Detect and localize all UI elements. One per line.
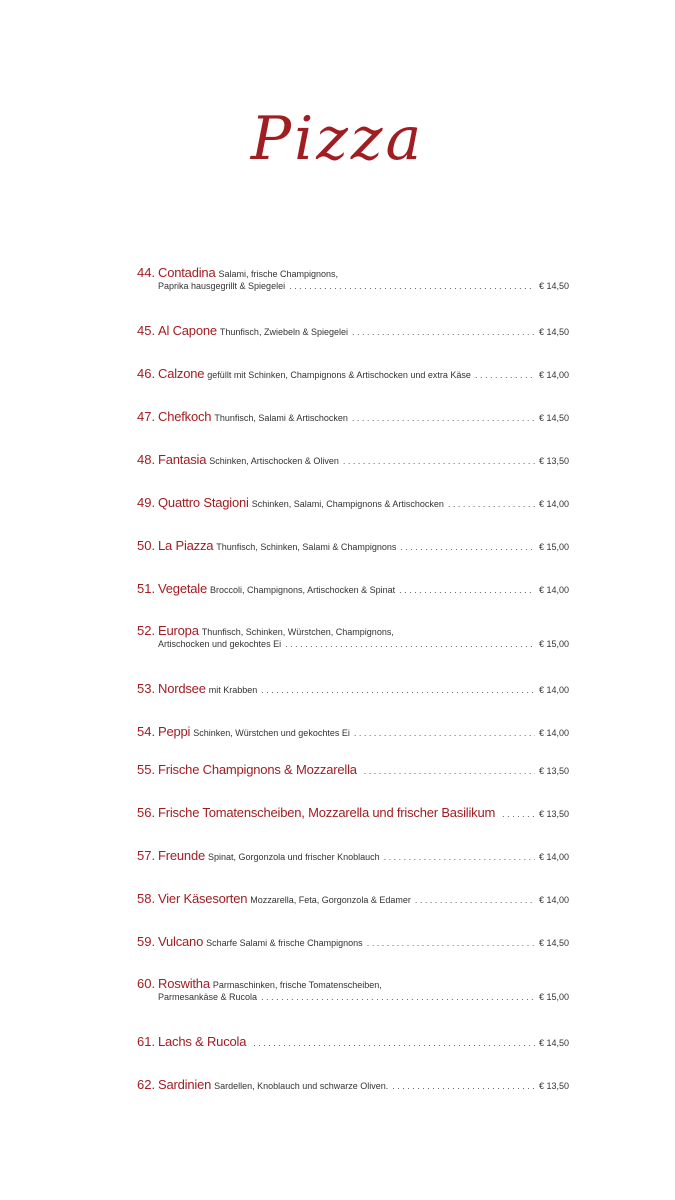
item-name: Fantasia <box>158 452 207 467</box>
item-number: 53. <box>137 681 156 696</box>
item-name: Freunde <box>158 848 206 863</box>
page-title: Pizza <box>250 104 425 174</box>
menu-item-line <box>137 581 569 597</box>
menu-item <box>137 265 569 297</box>
menu-item-line <box>137 762 569 778</box>
menu-item-line <box>137 681 569 697</box>
item-number: 48. <box>137 452 156 467</box>
item-number: 61. <box>137 1034 156 1049</box>
item-description: Thunfisch, Zwiebeln & Spiegelei <box>219 327 348 337</box>
menu-item <box>137 724 569 740</box>
dot-leader <box>392 1081 535 1091</box>
dot-leader <box>400 542 535 552</box>
menu-item-line <box>137 1077 569 1093</box>
item-price: € 14,00 <box>538 895 569 905</box>
dot-leader <box>448 499 535 509</box>
menu-item-line <box>137 805 569 821</box>
item-price: € 14,00 <box>538 499 569 509</box>
item-name: Sardinien <box>158 1077 212 1092</box>
item-price: € 15,00 <box>538 542 569 552</box>
item-name: La Piazza <box>158 538 214 553</box>
item-price: € 14,50 <box>538 281 569 291</box>
menu-item <box>137 538 569 554</box>
menu-item <box>137 848 569 864</box>
menu-item <box>137 805 569 821</box>
item-number: 47. <box>137 409 156 424</box>
item-description: Schinken, Artischocken & Oliven <box>209 456 339 466</box>
dot-leader <box>399 585 535 595</box>
item-number: 60. <box>137 976 156 991</box>
dot-leader <box>261 992 535 1002</box>
item-description: mit Krabben <box>208 685 258 695</box>
item-name: Frische Champignons & Mozzarella <box>158 762 357 777</box>
item-description: Salami, frische Champignons, <box>218 269 339 279</box>
dot-leader <box>352 327 535 337</box>
dot-leader <box>343 456 535 466</box>
item-number: 44. <box>137 265 156 280</box>
menu-item <box>137 1077 569 1093</box>
menu-item <box>137 934 569 950</box>
menu-item-line <box>137 323 569 339</box>
item-number: 62. <box>137 1077 156 1092</box>
item-number: 59. <box>137 934 156 949</box>
menu-item <box>137 452 569 468</box>
item-description: Schinken, Würstchen und gekochtes Ei <box>193 728 350 738</box>
item-price: € 14,00 <box>538 685 569 695</box>
item-number: 57. <box>137 848 156 863</box>
menu-item-line <box>137 992 569 1008</box>
menu-item-line <box>137 848 569 864</box>
menu-item-line <box>137 1034 569 1050</box>
menu-item-line <box>137 538 569 554</box>
item-name: Vier Käsesorten <box>158 891 248 906</box>
item-number: 51. <box>137 581 156 596</box>
item-description: Mozzarella, Feta, Gorgonzola & Edamer <box>250 895 411 905</box>
item-name: Vulcano <box>158 934 204 949</box>
item-name: Europa <box>158 623 199 638</box>
item-description: Thunfisch, Schinken, Würstchen, Champignons, <box>201 627 394 637</box>
item-number: 55. <box>137 762 156 777</box>
menu-item-line <box>137 724 569 740</box>
item-name: Calzone <box>158 366 205 381</box>
item-price: € 14,00 <box>538 370 569 380</box>
item-description: Parmesankäse & Rucola <box>158 992 258 1002</box>
item-price: € 14,00 <box>538 852 569 862</box>
menu-item-line <box>137 891 569 907</box>
menu-item <box>137 366 569 382</box>
item-price: € 13,50 <box>538 1081 569 1091</box>
item-name: Quattro Stagioni <box>158 495 249 510</box>
dot-leader <box>415 895 535 905</box>
item-description: Parmaschinken, frische Tomatenscheiben, <box>212 980 382 990</box>
menu-item-line <box>137 409 569 425</box>
dot-leader <box>502 809 535 819</box>
dot-leader <box>352 413 535 423</box>
item-name: Peppi <box>158 724 191 739</box>
item-name: Al Capone <box>158 323 217 338</box>
item-description: Thunfisch, Schinken, Salami & Champignons <box>216 542 397 552</box>
item-description: Paprika hausgegrillt & Spiegelei <box>158 281 286 291</box>
menu-item-line <box>137 452 569 468</box>
menu-item <box>137 891 569 907</box>
item-name: Vegetale <box>158 581 208 596</box>
menu-item-line <box>137 495 569 511</box>
menu-item <box>137 681 569 697</box>
item-number: 56. <box>137 805 156 820</box>
item-name: Contadina <box>158 265 216 280</box>
dot-leader <box>253 1038 535 1048</box>
item-name: Nordsee <box>158 681 206 696</box>
menu-item <box>137 323 569 339</box>
item-number: 45. <box>137 323 156 338</box>
menu-item <box>137 976 569 1008</box>
menu-item-line <box>137 281 569 297</box>
item-number: 58. <box>137 891 156 906</box>
dot-leader <box>364 766 535 776</box>
item-price: € 13,50 <box>538 809 569 819</box>
item-number: 52. <box>137 623 156 638</box>
item-description: Thunfisch, Salami & Artischocken <box>214 413 348 423</box>
item-description: Spinat, Gorgonzola und frischer Knoblauch <box>208 852 380 862</box>
menu-item-line <box>137 623 569 639</box>
item-description: Scharfe Salami & frische Champignons <box>206 938 363 948</box>
item-name: Frische Tomatenscheiben, Mozzarella und frischer Basilikum <box>158 805 496 820</box>
item-price: € 15,00 <box>538 992 569 1002</box>
menu-item-line <box>137 366 569 382</box>
dot-leader <box>289 281 535 291</box>
item-price: € 14,00 <box>538 728 569 738</box>
dot-leader <box>261 685 535 695</box>
item-name: Chefkoch <box>158 409 212 424</box>
item-description: Sardellen, Knoblauch und schwarze Oliven. <box>214 1081 389 1091</box>
item-price: € 14,50 <box>538 938 569 948</box>
item-price: € 13,50 <box>538 766 569 776</box>
dot-leader <box>367 938 535 948</box>
item-price: € 13,50 <box>538 456 569 466</box>
item-price: € 14,50 <box>538 413 569 423</box>
item-price: € 14,00 <box>538 585 569 595</box>
item-price: € 14,50 <box>538 327 569 337</box>
menu-item-line <box>137 639 569 655</box>
item-number: 54. <box>137 724 156 739</box>
dot-leader <box>475 370 535 380</box>
item-name: Roswitha <box>158 976 210 991</box>
item-description: gefüllt mit Schinken, Champignons & Artischocken und extra Käse <box>207 370 471 380</box>
menu-item <box>137 623 569 655</box>
menu-item-line <box>137 265 569 281</box>
item-description: Broccoli, Champignons, Artischocken & Spinat <box>210 585 396 595</box>
menu-item-line <box>137 934 569 950</box>
item-price: € 15,00 <box>538 639 569 649</box>
menu-item <box>137 1034 569 1050</box>
dot-leader <box>384 852 535 862</box>
item-number: 50. <box>137 538 156 553</box>
menu-item <box>137 581 569 597</box>
dot-leader <box>285 639 535 649</box>
item-description: Artischocken und gekochtes Ei <box>158 639 282 649</box>
menu-item-line <box>137 976 569 992</box>
item-name: Lachs & Rucola <box>158 1034 247 1049</box>
dot-leader <box>354 728 535 738</box>
menu-item <box>137 762 569 778</box>
item-number: 49. <box>137 495 156 510</box>
menu-item <box>137 409 569 425</box>
item-number: 46. <box>137 366 156 381</box>
item-description: Schinken, Salami, Champignons & Artischocken <box>251 499 444 509</box>
item-price: € 14,50 <box>538 1038 569 1048</box>
menu-item <box>137 495 569 511</box>
